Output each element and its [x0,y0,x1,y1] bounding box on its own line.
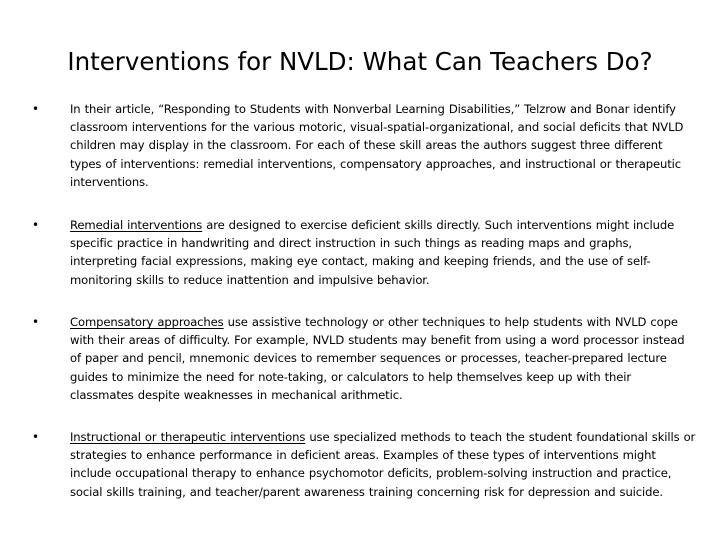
bullet-text [70,100,696,191]
bullet-dot: • [32,430,40,444]
bullet-dot: • [32,218,40,232]
bullet-text [70,216,696,289]
bullet-body: are designed to exercise deficient skills directly. Such interventions might include specific practice in handwriting and direct instruction in such things as reading maps and graphs, interpreting facial expressions, making eye contact, making and keeping friends, and the use of self-monitoring skills to reduce inattention and impulsive behavior. [70,218,675,287]
bullet-text [70,428,696,501]
bullet-text [70,313,696,404]
bullet-term-remedial: Remedial interventions [70,218,203,232]
bullet-term-compensatory: Compensatory approaches [70,315,224,329]
bullet-dot: • [32,102,40,116]
bullet-dot: • [32,315,40,329]
bullet-term-instructional: Instructional or therapeutic interventions [70,430,306,444]
bullet-body: In their article, “Responding to Students with Nonverbal Learning Disabilities,” Telzrow and Bonar identify classroom interventions for the various motoric, visual-spatial-organizational, and social deficits that NVLD children may display in the classroom. For each of these skill areas the authors suggest three different types of interventions: remedial interventions, compensatory approaches, and instructional or therapeutic interventions. [70,102,684,189]
bullet-body: use assistive technology or other techniques to help students with NVLD cope with their areas of difficulty. For example, NVLD students may benefit from using a word processor instead of paper and pencil, mnemonic devices to remember sequences or processes, teacher-prepared lecture guides to minimize the need for note-taking, or calculators to help themselves keep up with their classmates despite weaknesses in mechanical arithmetic. [70,315,685,402]
bullet-body: use specialized methods to teach the student foundational skills or strategies to enhance performance in deficient areas. Examples of these types of interventions might include occupational therapy to enhance psychomotor deficits, problem-solving instruction and practice, social skills training, and teacher/parent awareness training concerning risk for depression and suicide. [70,430,696,499]
slide-title: Interventions for NVLD: What Can Teachers Do? [67,47,653,76]
